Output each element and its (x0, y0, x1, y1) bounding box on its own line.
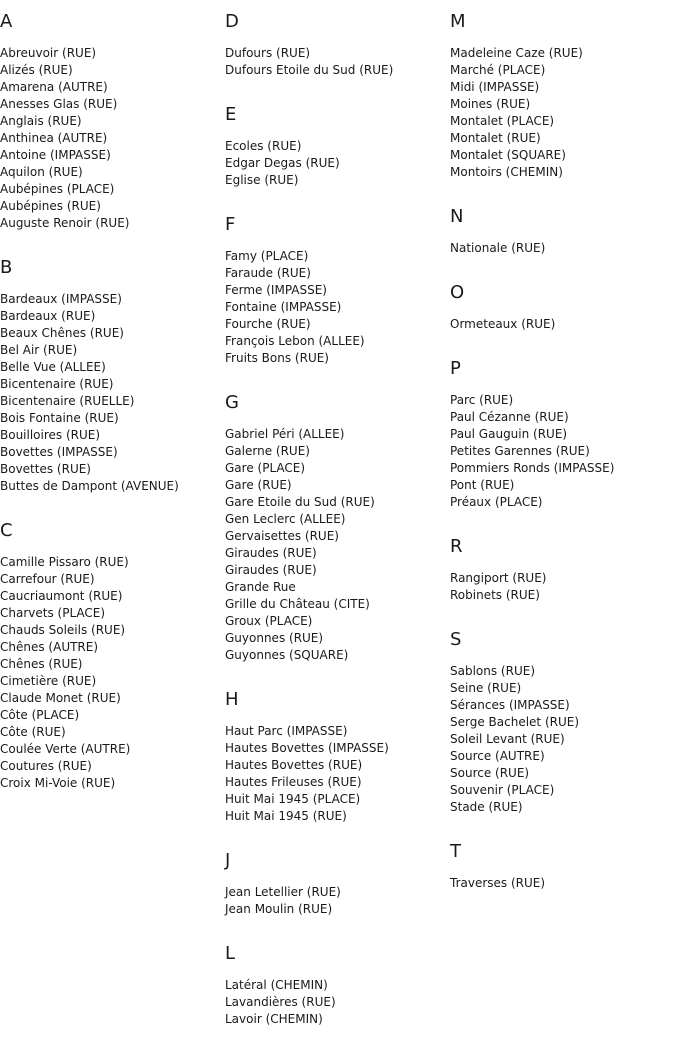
section-letter: P (450, 358, 461, 379)
street-item: Carrefour (RUE) (0, 572, 95, 586)
street-item: Préaux (PLACE) (450, 495, 543, 509)
street-item: Parc (RUE) (450, 393, 514, 407)
letter-section (225, 11, 445, 93)
street-item: Gare (PLACE) (225, 461, 306, 475)
section-letter: L (225, 943, 236, 964)
street-item: Edgar Degas (RUE) (225, 156, 340, 170)
street-item: Bouilloires (RUE) (0, 428, 101, 442)
index-column (0, 0, 220, 806)
street-item: Abreuvoir (RUE) (0, 46, 97, 60)
section-letter: G (225, 392, 239, 413)
section-letter: J (225, 850, 231, 871)
street-item: Auguste Renoir (RUE) (0, 216, 130, 230)
street-item: Chauds Soleils (RUE) (0, 623, 126, 637)
street-item: Croix Mi-Voie (RUE) (0, 776, 116, 790)
street-item: Bovettes (IMPASSE) (0, 445, 118, 459)
street-item: Chênes (RUE) (0, 657, 83, 671)
street-item: Bicentenaire (RUE) (0, 377, 114, 391)
street-item: Hautes Bovettes (RUE) (225, 758, 363, 772)
street-item: Seine (RUE) (450, 681, 522, 695)
street-item: Ormeteaux (RUE) (450, 317, 556, 331)
street-item: Eglise (RUE) (225, 173, 299, 187)
street-item: Hautes Bovettes (IMPASSE) (225, 741, 389, 755)
street-item: Jean Moulin (RUE) (225, 902, 333, 916)
section-gap (225, 825, 445, 839)
street-item: Belle Vue (ALLEE) (0, 360, 106, 374)
street-item: Groux (PLACE) (225, 614, 313, 628)
street-item: Faraude (RUE) (225, 266, 311, 280)
street-item: Camille Pissaro (RUE) (0, 555, 129, 569)
index-column (450, 0, 670, 906)
section-gap (450, 604, 670, 618)
street-item: Guyonnes (RUE) (225, 631, 324, 645)
street-item: Haut Parc (IMPASSE) (225, 724, 348, 738)
street-item: Lavandières (RUE) (225, 995, 336, 1009)
letter-section (225, 850, 445, 932)
letter-section (0, 11, 220, 246)
index-column (225, 0, 445, 1042)
street-item: Beaux Chênes (RUE) (0, 326, 124, 340)
section-letter: A (0, 11, 13, 32)
street-item: Amarena (AUTRE) (0, 80, 108, 94)
street-item: Paul Gauguin (RUE) (450, 427, 568, 441)
street-item: Montoirs (CHEMIN) (450, 165, 563, 179)
street-item: Bardeaux (RUE) (0, 309, 96, 323)
street-item: Ferme (IMPASSE) (225, 283, 327, 297)
letter-section (450, 358, 670, 525)
street-item: Chênes (AUTRE) (0, 640, 99, 654)
street-item: Soleil Levant (RUE) (450, 732, 565, 746)
street-item: Madeleine Caze (RUE) (450, 46, 583, 60)
street-item: Aquilon (RUE) (0, 165, 83, 179)
street-item: Serge Bachelet (RUE) (450, 715, 580, 729)
street-item: Nationale (RUE) (450, 241, 546, 255)
section-letter: S (450, 629, 462, 650)
street-item: Charvets (PLACE) (0, 606, 106, 620)
letter-section (0, 257, 220, 509)
street-item: Alizés (RUE) (0, 63, 73, 77)
letter-section (450, 841, 670, 906)
street-item: Aubépines (RUE) (0, 199, 101, 213)
section-gap (450, 892, 670, 906)
section-gap (0, 792, 220, 806)
street-item: Bovettes (RUE) (0, 462, 91, 476)
street-item: Ecoles (RUE) (225, 139, 302, 153)
street-item: Montalet (SQUARE) (450, 148, 566, 162)
letter-section (225, 392, 445, 678)
street-item: Moines (RUE) (450, 97, 531, 111)
section-letter: O (450, 282, 465, 303)
street-item: Anthinea (AUTRE) (0, 131, 108, 145)
street-item: Gare Etoile du Sud (RUE) (225, 495, 375, 509)
street-item: Anglais (RUE) (0, 114, 82, 128)
street-item: Source (RUE) (450, 766, 530, 780)
street-item: Galerne (RUE) (225, 444, 310, 458)
letter-section (225, 689, 445, 839)
street-item: Pommiers Ronds (IMPASSE) (450, 461, 615, 475)
section-letter: T (450, 841, 461, 862)
street-item: Marché (PLACE) (450, 63, 546, 77)
section-gap (225, 189, 445, 203)
section-letter: E (225, 104, 237, 125)
street-item: Buttes de Dampont (AVENUE) (0, 479, 179, 493)
street-item: Bel Air (RUE) (0, 343, 78, 357)
street-item: Bicentenaire (RUELLE) (0, 394, 135, 408)
street-item: Gare (RUE) (225, 478, 292, 492)
section-gap (225, 367, 445, 381)
street-item: Latéral (CHEMIN) (225, 978, 328, 992)
street-item: Claude Monet (RUE) (0, 691, 121, 705)
section-gap (450, 181, 670, 195)
letter-section (450, 11, 670, 195)
section-letter: R (450, 536, 463, 557)
street-item: Anesses Glas (RUE) (0, 97, 118, 111)
street-item: Jean Letellier (RUE) (225, 885, 341, 899)
street-item: Gen Leclerc (ALLEE) (225, 512, 346, 526)
street-item: Traverses (RUE) (450, 876, 546, 890)
letter-section (450, 282, 670, 347)
section-gap (450, 257, 670, 271)
street-item: Dufours Etoile du Sud (RUE) (225, 63, 394, 77)
street-item: Sérances (IMPASSE) (450, 698, 570, 712)
street-item: Sablons (RUE) (450, 664, 536, 678)
street-item: Grande Rue (225, 580, 296, 594)
section-gap (450, 816, 670, 830)
section-gap (225, 1028, 445, 1042)
street-item: Pont (RUE) (450, 478, 515, 492)
section-gap (450, 333, 670, 347)
section-letter: B (0, 257, 13, 278)
street-item: Paul Cézanne (RUE) (450, 410, 569, 424)
street-item: Lavoir (CHEMIN) (225, 1012, 323, 1026)
street-item: Hautes Frileuses (RUE) (225, 775, 362, 789)
street-item: Bardeaux (IMPASSE) (0, 292, 122, 306)
street-item: Robinets (RUE) (450, 588, 540, 602)
section-gap (450, 511, 670, 525)
street-item: Fontaine (IMPASSE) (225, 300, 342, 314)
street-item: Giraudes (RUE) (225, 546, 317, 560)
street-item: Huit Mai 1945 (RUE) (225, 809, 347, 823)
street-item: Côte (PLACE) (0, 708, 80, 722)
street-item: Côte (RUE) (0, 725, 66, 739)
street-item: Fourche (RUE) (225, 317, 311, 331)
letter-section (450, 629, 670, 830)
section-gap (0, 495, 220, 509)
letter-section (225, 214, 445, 381)
street-item: Giraudes (RUE) (225, 563, 317, 577)
street-item: François Lebon (ALLEE) (225, 334, 365, 348)
street-item: Fruits Bons (RUE) (225, 351, 329, 365)
section-letter: M (450, 11, 466, 32)
street-item: Gabriel Péri (ALLEE) (225, 427, 345, 441)
street-item: Source (AUTRE) (450, 749, 545, 763)
street-item: Gervaisettes (RUE) (225, 529, 339, 543)
street-item: Rangiport (RUE) (450, 571, 547, 585)
letter-section (225, 104, 445, 203)
street-item: Guyonnes (SQUARE) (225, 648, 349, 662)
section-gap (0, 232, 220, 246)
street-item: Huit Mai 1945 (PLACE) (225, 792, 361, 806)
section-letter: H (225, 689, 239, 710)
street-item: Stade (RUE) (450, 800, 523, 814)
letter-section (0, 520, 220, 806)
street-item: Souvenir (PLACE) (450, 783, 555, 797)
section-letter: D (225, 11, 239, 32)
section-letter: C (0, 520, 13, 541)
letter-section (225, 943, 445, 1042)
street-item: Bois Fontaine (RUE) (0, 411, 119, 425)
street-item: Famy (PLACE) (225, 249, 309, 263)
street-item: Aubépines (PLACE) (0, 182, 115, 196)
letter-section (450, 206, 670, 271)
street-item: Petites Garennes (RUE) (450, 444, 590, 458)
street-item: Grille du Château (CITE) (225, 597, 370, 611)
street-item: Midi (IMPASSE) (450, 80, 540, 94)
street-item: Dufours (RUE) (225, 46, 311, 60)
section-gap (225, 664, 445, 678)
street-item: Montalet (PLACE) (450, 114, 555, 128)
section-gap (225, 918, 445, 932)
street-item: Caucriaumont (RUE) (0, 589, 123, 603)
section-gap (225, 79, 445, 93)
street-item: Montalet (RUE) (450, 131, 541, 145)
section-letter: N (450, 206, 464, 227)
section-letter: F (225, 214, 236, 235)
street-item: Cimetière (RUE) (0, 674, 97, 688)
letter-section (450, 536, 670, 618)
street-item: Coutures (RUE) (0, 759, 92, 773)
street-item: Antoine (IMPASSE) (0, 148, 111, 162)
street-item: Coulée Verte (AUTRE) (0, 742, 131, 756)
